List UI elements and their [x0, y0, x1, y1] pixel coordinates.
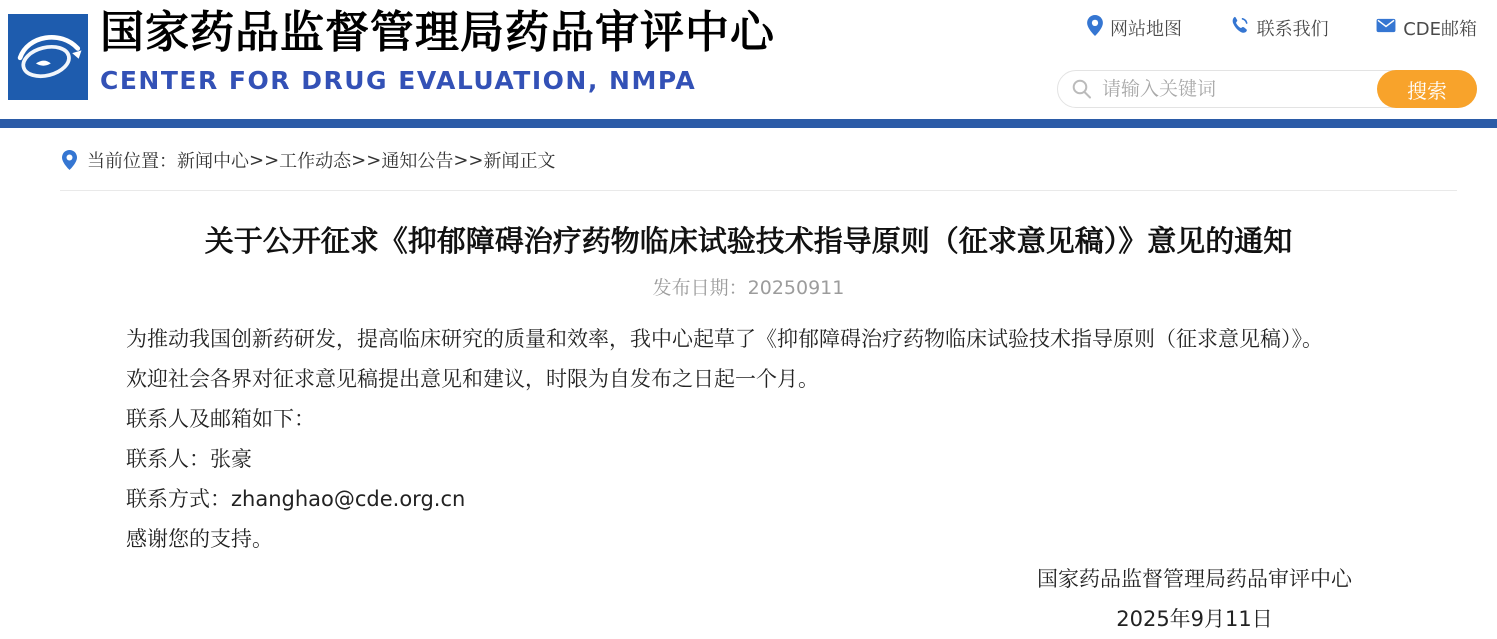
sitemap-link-label: 网站地图	[1110, 19, 1182, 40]
cde-mailbox-link[interactable]	[1376, 15, 1477, 41]
sitemap-link[interactable]	[1087, 15, 1182, 41]
contact-us-link-label: 联系我们	[1256, 19, 1329, 40]
article-paragraph: 联系人：张豪	[126, 447, 252, 471]
breadcrumb-separator: >>	[249, 149, 280, 171]
header-right	[1057, 16, 1477, 108]
cde-fish-logo-icon	[10, 15, 86, 99]
cde-logo[interactable]	[8, 14, 88, 100]
site-header	[0, 0, 1497, 119]
breadcrumb-separator: >>	[453, 149, 484, 171]
breadcrumb-label: 当前位置：	[87, 151, 177, 172]
search-button[interactable]: 搜索	[1377, 70, 1477, 108]
breadcrumb-item-notices[interactable]: 通知公告	[381, 151, 454, 172]
breadcrumb-divider-line	[60, 190, 1457, 191]
search-icon	[1072, 79, 1092, 99]
site-title-en: CENTER FOR DRUG EVALUATION, NMPA	[100, 66, 697, 95]
article-body	[84, 319, 1413, 559]
signature-date: 2025年9月11日	[1116, 607, 1273, 631]
publish-date: 发布日期：20250911	[652, 277, 845, 299]
article-paragraph: 欢迎社会各界对征求意见稿提出意见和建议，时限为自发布之日起一个月。	[126, 367, 819, 391]
cde-mailbox-link-label: CDE邮箱	[1403, 19, 1477, 40]
search-input[interactable]	[1100, 77, 1340, 101]
contact-us-link[interactable]	[1230, 15, 1329, 41]
breadcrumb-pin-icon	[62, 150, 77, 170]
header-divider-bar	[0, 119, 1497, 128]
site-title-zh: 国家药品监督管理局药品审评中心	[100, 7, 775, 58]
breadcrumb-item-work-updates[interactable]: 工作动态	[279, 151, 352, 172]
article-paragraph-contact-email: 联系方式：zhanghao@cde.org.cn	[126, 487, 466, 511]
signature-org: 国家药品监督管理局药品审评中心	[1037, 567, 1352, 591]
search-bar	[1057, 70, 1477, 108]
article	[0, 224, 1497, 639]
breadcrumb	[0, 128, 1497, 190]
header-utility-links	[1057, 16, 1477, 40]
breadcrumb-item-article[interactable]: 新闻正文	[483, 151, 556, 172]
article-paragraph: 联系人及邮箱如下：	[126, 407, 315, 431]
location-pin-icon	[1087, 15, 1103, 41]
site-titles	[100, 8, 775, 95]
envelope-icon	[1376, 17, 1396, 39]
signature-block	[1037, 559, 1352, 639]
article-paragraph: 为推动我国创新药研发，提高临床研究的质量和效率，我中心起草了《抑郁障碍治疗药物临床试验技术指导原则（征求意见稿）》。	[126, 327, 1323, 351]
article-title: 关于公开征求《抑郁障碍治疗药物临床试验技术指导原则（征求意见稿）》意见的通知	[204, 224, 1293, 258]
article-paragraph: 感谢您的支持。	[126, 527, 273, 551]
phone-icon	[1230, 16, 1250, 41]
breadcrumb-item-news-center[interactable]: 新闻中心	[177, 151, 249, 172]
breadcrumb-separator: >>	[351, 149, 382, 171]
